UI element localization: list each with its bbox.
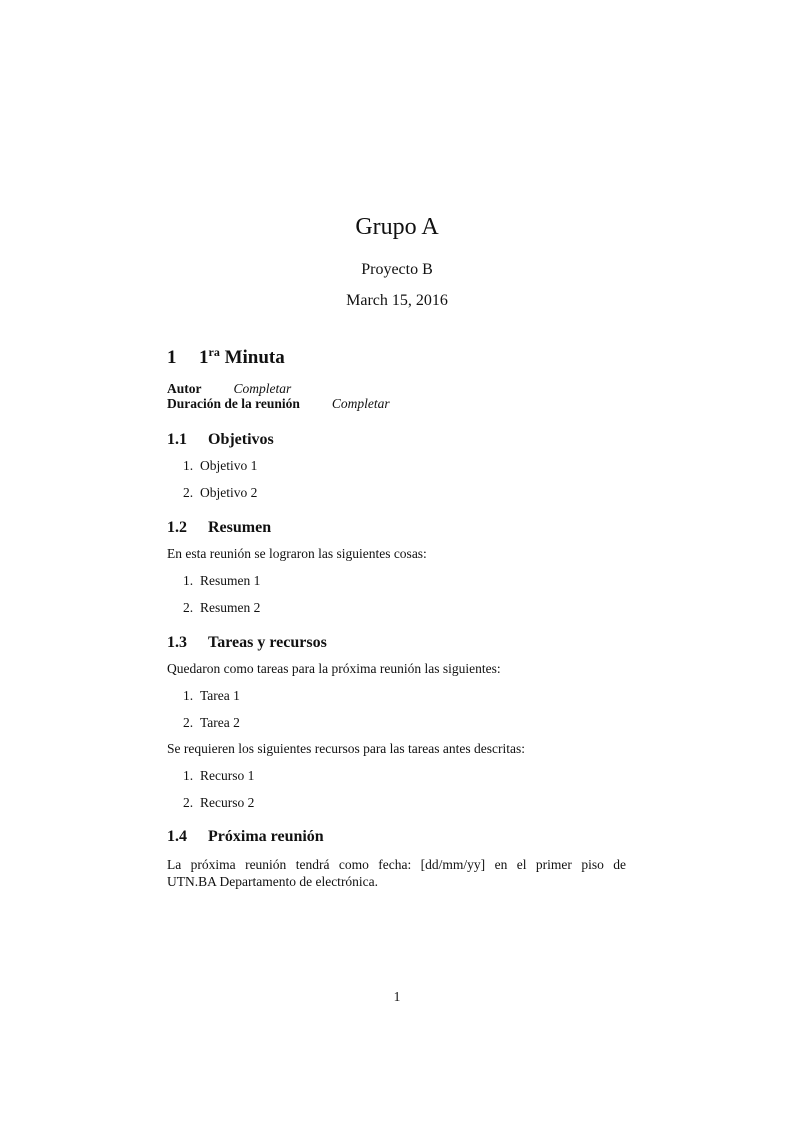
document-subtitle: Proyecto B	[361, 261, 433, 278]
list-item	[183, 485, 257, 501]
list-item-text: Resumen 2	[200, 600, 261, 615]
list-marker: 1.	[183, 573, 194, 588]
list-item	[183, 688, 240, 704]
subsection-number: 1.3	[167, 634, 187, 651]
subsection-title: Objetivos	[208, 431, 274, 448]
paragraph-line: La próxima reunión tendrá como fecha: [dd/mm/yy] en el primer piso de	[167, 857, 626, 872]
section-title-rest: Minuta	[224, 347, 285, 368]
subsection-number: 1.4	[167, 828, 187, 845]
section-heading	[167, 345, 285, 369]
list-item-text: Resumen 1	[200, 573, 261, 588]
subsection-title: Tareas y recursos	[208, 634, 327, 651]
list-item	[183, 715, 240, 731]
subsection-heading-proxima-reunion	[167, 828, 324, 846]
list-item	[183, 458, 257, 474]
paragraph-line: UTN.BA Departamento de electrónica.	[167, 874, 379, 889]
list-marker: 1.	[183, 768, 194, 783]
document-date: March 15, 2016	[346, 292, 448, 309]
page-number: 1	[393, 989, 401, 1004]
list-item-text: Recurso 2	[200, 795, 255, 810]
list-item	[183, 768, 254, 784]
meta-value: Completar	[331, 396, 390, 411]
list-marker: 2.	[183, 795, 194, 810]
subsection-number: 1.2	[167, 519, 187, 536]
list-item-text: Tarea 1	[200, 688, 240, 703]
list-item	[183, 573, 260, 589]
list-marker: 2.	[183, 600, 194, 615]
section-number: 1	[167, 347, 177, 368]
document-title: Grupo A	[355, 214, 439, 240]
list-item	[183, 795, 254, 811]
list-marker: 1.	[183, 458, 194, 473]
list-item-text: Objetivo 2	[200, 485, 258, 500]
subsection-title: Próxima reunión	[208, 828, 324, 845]
subsection-heading-objetivos	[167, 431, 274, 449]
section-title-prefix: 1	[199, 347, 209, 368]
meta-row-duration	[167, 396, 390, 412]
subsection-heading-resumen	[167, 519, 271, 537]
list-marker: 2.	[183, 715, 194, 730]
list-marker: 2.	[183, 485, 194, 500]
paragraph: En esta reunión se lograron las siguientes cosas:	[167, 546, 427, 561]
paragraph: Quedaron como tareas para la próxima reunión las siguientes:	[167, 661, 501, 676]
meta-value: Completar	[233, 381, 292, 396]
list-item-text: Recurso 1	[200, 768, 255, 783]
list-marker: 1.	[183, 688, 194, 703]
meta-row-author	[167, 381, 291, 397]
subsection-number: 1.1	[167, 431, 187, 448]
list-item-text: Tarea 2	[200, 715, 240, 730]
meta-label: Autor	[167, 381, 202, 396]
paragraph	[167, 856, 626, 890]
subsection-title: Resumen	[208, 519, 272, 536]
paragraph: Se requieren los siguientes recursos para las tareas antes descritas:	[167, 741, 525, 756]
subsection-heading-tareas	[167, 634, 327, 652]
meta-label: Duración de la reunión	[167, 396, 300, 411]
list-item-text: Objetivo 1	[200, 458, 258, 473]
list-item	[183, 600, 260, 616]
section-title-sup: ra	[208, 345, 220, 359]
